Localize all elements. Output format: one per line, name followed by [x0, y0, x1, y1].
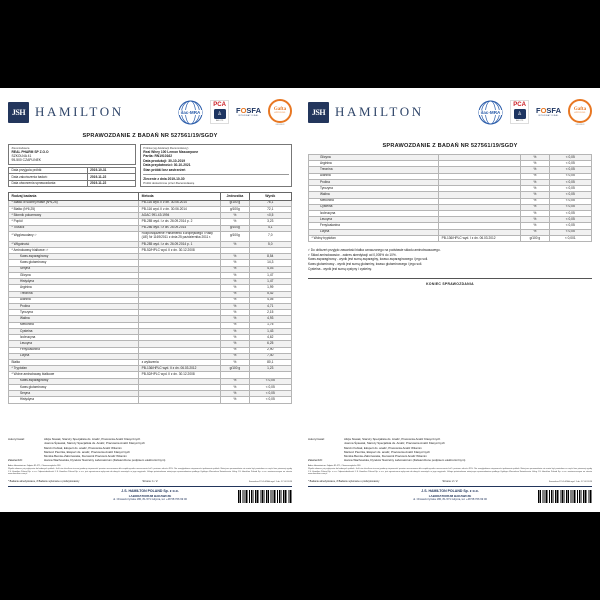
result-value: < 0,05: [249, 397, 291, 403]
result-value: 7,40: [249, 353, 291, 359]
auth-person: Joanna Śpiewak, Starszy Specjalista ds. Analiz, Pracownia Analiz Klasycznych: [344, 441, 445, 446]
sample-box: [140, 144, 292, 187]
result-name: Seryna: [9, 266, 139, 272]
end-of-report: [308, 278, 592, 286]
result-unit: g/100 g: [221, 200, 249, 206]
result-name: * Białko w suchej masie (N*6,25): [9, 200, 139, 206]
result-name: * Tryptofan: [9, 366, 139, 372]
result-name: Alanina: [9, 297, 139, 303]
result-unit: %: [221, 266, 249, 272]
dates-row: [9, 180, 136, 187]
result-name: Lizyna: [9, 353, 139, 359]
result-value: 3,23: [249, 219, 291, 225]
auth-role-label: Zatwierdził:: [8, 457, 23, 462]
meta-row: [8, 479, 292, 483]
footnote-line: Kwas glutaminowy - wynik jest sumą glutaminy, kwasu glutaminowego i jego soli.: [308, 261, 423, 266]
sample-details: [143, 150, 288, 172]
result-method: PB-136/HPLC wyd. I z dn. 06.03.2012: [439, 235, 521, 241]
result-value: < 0,05: [249, 384, 291, 390]
result-name: Izoleucyna: [309, 210, 439, 216]
result-value: < 0,05: [549, 210, 591, 216]
result-unit: %: [521, 161, 549, 167]
barcode: [238, 490, 292, 503]
result-value: 2,15: [249, 310, 291, 316]
authorization-block: [308, 437, 592, 461]
result-unit: %: [521, 192, 549, 198]
dates-row: [9, 174, 136, 181]
result-name: * Aminokwasy białkowe: ²⁾: [9, 248, 139, 254]
result-name: Walina: [309, 192, 439, 198]
result-value: 5,0: [249, 241, 291, 247]
pca-pictogram: ♙: [214, 109, 226, 119]
auth-person: Monika Bemke-Żabczewska, Kierownik Pracowni Analiz Witamin: [44, 453, 127, 458]
result-name: Treonina: [9, 291, 139, 297]
result-unit: %: [521, 204, 549, 210]
company-address: ul. Chwaszczyńska 180, 81-571 Gdynia, tel. +48 58 766 99 00: [412, 498, 488, 501]
accreditation-legend: * Badanie akredytowane, # Badanie wykonane u podwykonawcy: [8, 480, 80, 483]
auth-person: Joanna Śpiewak, Starszy Specjalista ds. Analiz, Pracownia Analiz Klasycznych: [44, 441, 145, 446]
dates-table: [8, 167, 136, 188]
result-value: 14,3: [249, 260, 291, 266]
result-value: 1,75: [249, 322, 291, 328]
result-name: Lizyna: [309, 229, 439, 235]
auth-person: Mariusz Pieczka, Ekspert ds. analiz, Pracownia Analiz Klasycznych: [44, 449, 130, 454]
result-value: < 0,001: [549, 235, 591, 241]
result-value: < 0,05: [549, 229, 591, 235]
result-value: 1,47: [249, 272, 291, 278]
result-method: PB-136/HPLC wyd. II z dn. 06.03.2012: [139, 366, 221, 372]
company-block: [308, 489, 592, 505]
order-date: Zlecenie z dnia 2019-10-30: [143, 176, 185, 181]
col-metoda: Metoda: [139, 193, 221, 200]
client-name: REAL PHARM SP Z.O.O: [11, 150, 49, 154]
auth-person: Hanna Wachowska, Dyrektor Naczelny Laboratorium (Zatwierdzone podpisem elektronicznym): [344, 457, 466, 462]
result-name: Alanina: [309, 173, 439, 179]
result-unit: %: [221, 328, 249, 334]
company-block: [8, 489, 292, 505]
company-address: ul. Chwaszczyńska 180, 81-571 Gdynia, tel. +48 58 766 99 00: [112, 498, 188, 501]
result-unit: g/100 g: [221, 366, 249, 372]
sample-detail-line: Real Whey 100 Lemon Mascarpone: [143, 150, 199, 154]
barcode: [538, 490, 592, 503]
result-name: Metionina: [309, 198, 439, 204]
result-name: Histydyna: [9, 397, 139, 403]
footnote-line: ²⁾ Skład aminokwasów - zakres akredytacji od 0,005% do 10%.: [308, 252, 397, 257]
brand-name: HAMILTON: [35, 104, 124, 119]
info-section: [8, 144, 292, 187]
report-title: SPRAWOZDANIE Z BADAŃ NR 527561/19/SGDY: [382, 143, 518, 149]
result-name: * Białko (N*6,25): [9, 206, 139, 212]
page1-footer: [8, 437, 292, 505]
result-unit: %: [521, 198, 549, 204]
result-value: 1,47: [249, 279, 291, 285]
result-value: < 0,05: [549, 161, 591, 167]
certification-logos: [478, 99, 592, 126]
result-unit: %: [221, 391, 249, 397]
company-name: J.S. HAMILTON POLAND Sp. z o.o.: [421, 489, 479, 493]
result-unit: %: [521, 179, 549, 185]
result-value: 1,99: [249, 285, 291, 291]
certification-logos: [178, 99, 292, 126]
result-name: Kwas asparaginowy: [9, 378, 139, 384]
fosfa-icon: FOSFA INTERNATIONAL: [535, 106, 561, 117]
ilac-mra-icon: [478, 100, 503, 125]
date-label: Data utworzenia sprawozdania:: [9, 180, 88, 187]
result-name: Prolina: [9, 304, 139, 310]
result-unit: %: [221, 213, 249, 219]
result-name: Fenyloalanina: [9, 347, 139, 353]
result-value: 6,25: [249, 341, 291, 347]
client-box: [8, 144, 136, 165]
report-page-1: [0, 88, 300, 512]
result-unit: %: [221, 241, 249, 247]
result-method: [139, 397, 221, 403]
result-unit: %: [221, 254, 249, 260]
accreditation-legend: * Badanie akredytowane, # Badanie wykonane u podwykonawcy: [308, 480, 380, 483]
result-unit: g/100g: [221, 206, 249, 212]
result-name: Fenyloalanina: [309, 223, 439, 229]
page-header: [308, 95, 592, 129]
result-value: 4,05: [249, 297, 291, 303]
result-unit: %: [221, 279, 249, 285]
result-unit: %: [521, 155, 549, 161]
auth-person: Marcin Kubiak, Ekspert ds. analiz, Pracownia Analiz Witamin: [44, 445, 122, 450]
result-value: 76,1: [249, 200, 291, 206]
disclaimer-text: Wyniki odnoszą się wyłącznie do badanych próbek. Jeśli nie określono inaczej podaną niepewność pomiaru oszacowano dla współczynnika rozszerzenia k=2 i poziomu ufności 95%. Nie uwzględniono niepewności pobierania próbek. Niniejsze sprawozdanie nie może być powielane w części bez pisemnej zgody J.S. Hamilton Poland Sp. z o.o. Odpowiedzialność J.S. Hamilton Poland Sp. z o.o. jest ograniczona wyłącznie do danych zawartych w jego oryginale. Usługa potwierdzona niniejszym sprawozdaniem podlega Ogólnym Warunkom Świadczenia Usług J.S. Hamilton Poland Sp. z o.o. zamieszczonym na stronie www.hamilton.com.pl: [8, 467, 292, 476]
gafta-approved-icon: Gafta APPROVED MEMBER: [568, 99, 592, 126]
result-method: AOAC 991.43:1994: [139, 213, 221, 219]
auth-person: Monika Bemke-Żabczewska, Kierownik Pracowni Analiz Witamin: [344, 453, 427, 458]
auth-person: Hanna Wachowska, Dyrektor Naczelny Laboratorium (Zatwierdzone podpisem elektronicznym): [44, 457, 166, 462]
authorization-block: [8, 437, 292, 461]
result-unit: %: [221, 219, 249, 225]
delivery-note: Próbki dostarczone przez Zleceniodawcę: [143, 180, 195, 185]
result-row: [9, 231, 292, 241]
result-value: 4,71: [249, 304, 291, 310]
footnote-line: Kwas asparaginowy - wynik jest sumą asparaginy, kwasu asparaginowego i jego soli.: [308, 257, 429, 262]
result-value: 1,43: [249, 328, 291, 334]
result-name: Metionina: [9, 322, 139, 328]
result-unit: %: [521, 173, 549, 179]
svg-text:ilac-MRA: ilac-MRA: [480, 109, 501, 115]
result-unit: %: [221, 359, 249, 365]
result-value: < 0,05: [549, 223, 591, 229]
result-name: Arginina: [309, 161, 439, 167]
report-title: SPRAWOZDANIE Z BADAŃ NR 527561/19/SGDY: [82, 133, 218, 139]
result-value: < 0,05: [249, 391, 291, 397]
pca-accreditation-icon: PCA ♙ AB 079: [510, 100, 529, 124]
result-unit: %: [521, 229, 549, 235]
footnote-line: ¹⁾ Do obliczeń przyjęto zawartość białka oznaczonego na podstawie składu aminokwasowego.: [308, 248, 441, 253]
result-method: PB-52/HPLC wyd. II z dn. 30.12.2008: [139, 372, 221, 378]
result-name: * Wolne aminokwasy białkowe: [9, 372, 139, 378]
result-name: Treonina: [309, 167, 439, 173]
result-unit: %: [521, 167, 549, 173]
sample-detail-line: Data przydatności: 30-10-2021: [143, 163, 191, 168]
date-label: Data przyjęcia próbki:: [9, 167, 88, 174]
result-unit: g/100 g: [521, 235, 549, 241]
result-row: [9, 397, 292, 403]
end-of-report-label: KONIEC SPRAWOZDANIA: [426, 281, 474, 286]
result-value: < 0,05: [549, 192, 591, 198]
result-method: PB-286 wyd. I z dn. 26.09.2014: [139, 225, 221, 231]
result-value: < 0,05: [549, 198, 591, 204]
result-unit: g/100g: [221, 225, 249, 231]
auth-role-label: Autoryzował:: [8, 437, 25, 442]
result-name: * Tłuszcz: [9, 225, 139, 231]
result-method: PB-285 wyd. I z dn. 26.09.2014 p. 2: [139, 219, 221, 225]
result-name: Kwas glutaminowy: [9, 260, 139, 266]
result-row: [309, 235, 592, 241]
result-name: * Błonnik pokarmowy: [9, 213, 139, 219]
result-value: 4,1: [249, 225, 291, 231]
result-value: 4,03: [249, 266, 291, 272]
result-unit: %: [521, 210, 549, 216]
page-header: [8, 95, 292, 129]
ilac-mra-icon: [178, 100, 203, 125]
result-value: < 0,05: [549, 179, 591, 185]
result-value: 8,54: [249, 254, 291, 260]
page-number: Strona: 2 / 2: [442, 479, 458, 483]
result-name: Arginina: [9, 285, 139, 291]
result-unit: %: [521, 186, 549, 192]
footer-divider: [8, 486, 292, 487]
result-unit: %: [221, 297, 249, 303]
hamilton-monogram-logo: JSH: [308, 102, 329, 123]
result-unit: %: [221, 272, 249, 278]
result-unit: g/100g: [221, 231, 249, 241]
auth-person: Mariusz Pieczka, Ekspert ds. analiz, Pracownia Analiz Klasycznych: [344, 449, 430, 454]
auth-person: Alicja Nowak, Starszy Specjalista ds. Analiz, Pracownia Analiz Klasycznych: [344, 437, 441, 442]
result-value: 5,42: [249, 291, 291, 297]
gafta-approved-icon: Gafta APPROVED MEMBER: [268, 99, 292, 126]
results-table-page1: [8, 192, 292, 403]
result-name: Histydyna: [9, 279, 139, 285]
sample-label: Próbka (wg deklaracji Zleceniodawcy): [143, 146, 189, 150]
pca-pictogram: ♙: [514, 109, 526, 119]
result-value: 4,93: [249, 316, 291, 322]
date-value: 2019-11-22: [87, 174, 135, 181]
hamilton-monogram-logo: JSH: [8, 102, 29, 123]
sample-detail-line: Data produkcji: 30-10-2019: [143, 158, 186, 163]
result-unit: %: [221, 335, 249, 341]
fosfa-icon: FOSFA INTERNATIONAL: [235, 106, 261, 117]
dates-row: [9, 167, 136, 174]
result-name: Izoleucyna: [9, 335, 139, 341]
result-name: Kwas glutaminowy: [9, 384, 139, 390]
result-method: PB-116 wyd. II z dn. 30.06.2014: [139, 200, 221, 206]
result-name: * Popiół: [9, 219, 139, 225]
result-name: Walina: [9, 316, 139, 322]
result-unit: %: [221, 316, 249, 322]
result-name: Cysteina: [9, 328, 139, 334]
client-address-line: 95-500 CZAPLINEK: [11, 158, 42, 162]
company-unit: LABORATORIUM BADAWCZE: [128, 493, 172, 498]
result-name: Białko: [9, 359, 139, 365]
col-wynik: Wynik: [249, 193, 291, 200]
sample-detail-line: Partia: RN1910162: [143, 154, 173, 159]
col-rodzaj-badania: Rodzaj badania: [9, 193, 139, 200]
result-unit: %: [221, 353, 249, 359]
auth-person: Alicja Nowak, Starszy Specjalista ds. Analiz, Pracownia Analiz Klasycznych: [44, 437, 141, 442]
page-number: Strona: 1 / 2: [142, 479, 158, 483]
result-value: < 0,05: [549, 186, 591, 192]
result-value: < 0,05: [549, 204, 591, 210]
result-unit: %: [221, 285, 249, 291]
result-unit: %: [521, 217, 549, 223]
pca-accreditation-icon: PCA ♙ AB 079: [210, 100, 229, 124]
footnote-line: Cysteina - wynik jest sumą cystyny i cysteiny.: [308, 266, 372, 271]
result-value: 1,23: [249, 366, 291, 372]
lab-address-line: Adres laboratorium: Gdynia 81-571, Chwaszczyńska 180: [8, 464, 61, 467]
result-value: 72,1: [249, 206, 291, 212]
meta-row: [308, 479, 592, 483]
result-value: 4,62: [249, 335, 291, 341]
date-label: Data zakończenia badań:: [9, 174, 88, 181]
result-method: PB-52/HPLC wyd. II z dn. 30.12.2008: [139, 248, 221, 254]
result-value: < 0,05: [549, 155, 591, 161]
brand-name: HAMILTON: [335, 104, 424, 119]
result-name: * Węglowodany ¹⁾: [9, 231, 139, 241]
disclaimer-text: Wyniki odnoszą się wyłącznie do badanych próbek. Jeśli nie określono inaczej podaną niepewność pomiaru oszacowano dla współczynnika rozszerzenia k=2 i poziomu ufności 95%. Nie uwzględniono niepewności pobierania próbek. Niniejsze sprawozdanie nie może być powielane w części bez pisemnej zgody J.S. Hamilton Poland Sp. z o.o. Odpowiedzialność J.S. Hamilton Poland Sp. z o.o. jest ograniczona wyłącznie do danych zawartych w jego oryginale. Usługa potwierdzona niniejszym sprawozdaniem podlega Ogólnym Warunkom Świadczenia Usług J.S. Hamilton Poland Sp. z o.o. zamieszczonym na stronie www.hamilton.com.pl: [308, 467, 592, 476]
result-name: Seryna: [9, 391, 139, 397]
footer-divider: [308, 486, 592, 487]
result-name: Glicyna: [309, 155, 439, 161]
result-unit: %: [221, 310, 249, 316]
result-value: 80,1: [249, 359, 291, 365]
result-unit: %: [521, 223, 549, 229]
result-value: < 0,05: [249, 378, 291, 384]
col-jednostka: Jednostka: [221, 193, 249, 200]
date-value: 2019-10-31: [87, 167, 135, 174]
result-name: Tyrozyna: [309, 186, 439, 192]
auth-role-label: Zatwierdził:: [308, 457, 323, 462]
date-value: 2019-11-22: [87, 180, 135, 187]
result-name: Prolina: [309, 179, 439, 185]
result-name: * Wolny tryptofan: [309, 235, 439, 241]
result-unit: %: [221, 347, 249, 353]
result-name: Glicyna: [9, 272, 139, 278]
form-reference: Formularz PO-14/08d wyd. 1 dn. 27.02.2019: [248, 481, 293, 483]
sample-detail-line: Stan próbki bez zastrzeżeń: [143, 167, 186, 172]
result-method: z wyliczenia: [139, 359, 221, 365]
form-reference: Formularz PO-14/08d wyd. 1 dn. 27.02.2019: [548, 481, 593, 483]
result-unit: %: [221, 341, 249, 347]
result-unit: %: [221, 322, 249, 328]
result-unit: %: [221, 397, 249, 403]
client-label: Zleceniodawca: [11, 146, 30, 150]
auth-role-label: Autoryzował:: [308, 437, 325, 442]
order-section: [143, 174, 288, 185]
result-value: < 0,05: [549, 167, 591, 173]
company-name: J.S. HAMILTON POLAND Sp. z o.o.: [121, 489, 179, 493]
company-unit: LABORATORIUM BADAWCZE: [428, 493, 472, 498]
result-name: Cysteina: [309, 204, 439, 210]
result-unit: %: [221, 384, 249, 390]
client-address: [12, 154, 133, 162]
client-address-line: SZKOLNA 41: [11, 154, 32, 158]
result-value: <0,5: [249, 213, 291, 219]
result-method: Rozporządzenie Parlamentu Europejskiego i Rady (UE) Nr 1169/2011 z dnia 25 października 2011 r.: [139, 231, 221, 241]
result-method: PB-116 wyd. II z dn. 30.06.2014: [139, 206, 221, 212]
result-unit: %: [221, 304, 249, 310]
result-value: 7,0: [249, 231, 291, 241]
result-name: Tyrozyna: [9, 310, 139, 316]
results-table-page2: [308, 154, 592, 242]
result-unit: %: [221, 260, 249, 266]
result-name: Kwas asparaginowy: [9, 254, 139, 260]
svg-text:ilac-MRA: ilac-MRA: [180, 109, 201, 115]
result-name: Leucyna: [9, 341, 139, 347]
auth-person: Marcin Kubiak, Ekspert ds. analiz, Pracownia Analiz Witamin: [344, 445, 422, 450]
lab-address-line: Adres laboratorium: Gdynia 81-571, Chwaszczyńska 180: [308, 464, 361, 467]
footnotes: [308, 248, 592, 271]
result-unit: %: [221, 291, 249, 297]
result-value: < 0,05: [549, 173, 591, 179]
result-value: 2,90: [249, 347, 291, 353]
result-value: < 0,05: [549, 217, 591, 223]
result-name: Leucyna: [309, 217, 439, 223]
page2-footer: [308, 437, 592, 505]
result-unit: %: [221, 378, 249, 384]
report-page-2: [300, 88, 600, 512]
results-header-row: [9, 193, 292, 200]
result-name: * Wilgotność: [9, 241, 139, 247]
result-method: PB-285 wyd. I z dn. 26.09.2014 p. 1: [139, 241, 221, 247]
